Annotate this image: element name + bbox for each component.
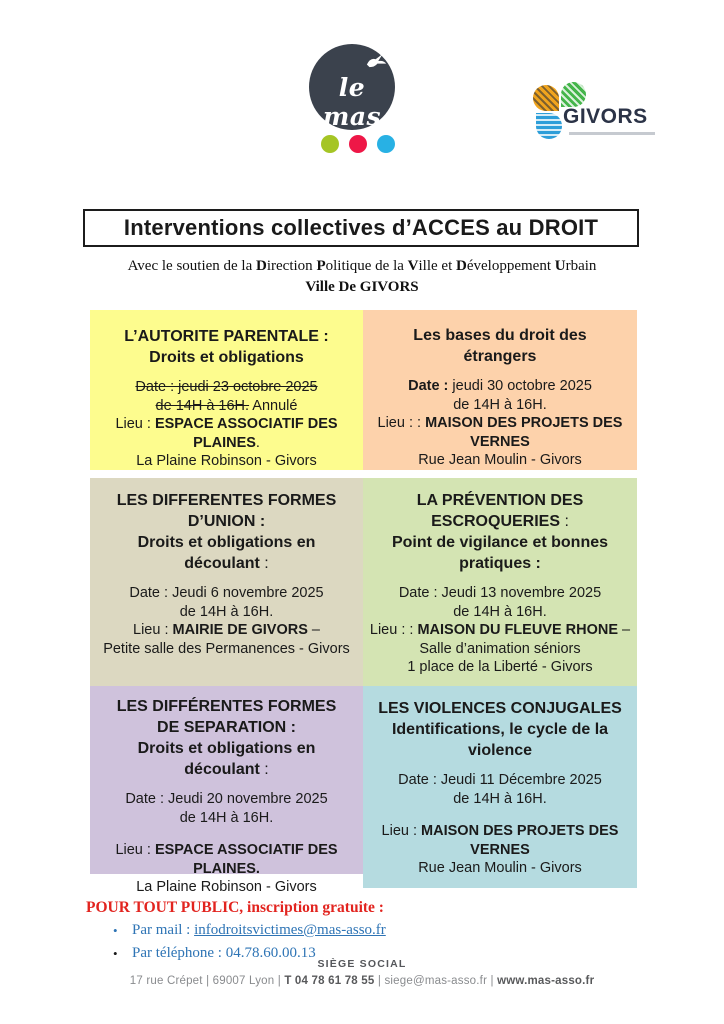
text-run: ille et xyxy=(418,258,457,274)
givors-logo-text: GIVORS xyxy=(563,105,648,128)
text-run: Date : Jeudi 20 novembre 2025 xyxy=(125,791,328,807)
card-text-line xyxy=(369,771,631,790)
card-text-line xyxy=(369,584,631,603)
text-run: Lieu : xyxy=(133,622,173,638)
text-run: – xyxy=(307,622,320,638)
text-run: de 14H à 16H. xyxy=(179,603,274,620)
event-card-prevention-escroqueries xyxy=(363,478,637,686)
text-run: : xyxy=(259,761,269,778)
text-run: | siege@mas-asso.fr | xyxy=(374,975,498,987)
text-run: 1 place de la Liberté - Givors xyxy=(407,659,593,675)
card-text-line xyxy=(369,377,631,396)
card-text-line xyxy=(96,621,357,640)
text-run: de 14H à 16H. xyxy=(453,603,547,620)
text-run: MAISON DU FLEUVE RHONE xyxy=(417,622,619,638)
card-title-line xyxy=(96,717,357,738)
card-text-line xyxy=(96,640,357,659)
text-run: Salle d’animation séniors xyxy=(419,640,581,657)
main-title: Interventions collectives d’ACCES au DROIT xyxy=(83,209,639,247)
support-note xyxy=(0,256,724,298)
spacer xyxy=(369,367,631,377)
footer xyxy=(0,958,724,987)
card-text-line xyxy=(96,415,357,452)
text-run: Date : xyxy=(408,378,449,394)
card-text-line xyxy=(369,414,631,433)
card-title-line xyxy=(369,553,631,574)
registration-heading xyxy=(86,897,586,919)
lemas-logo xyxy=(309,44,395,130)
text-run: olitique de la xyxy=(325,258,408,274)
card-title-line xyxy=(96,759,357,780)
event-card-violences-conjugales xyxy=(363,686,637,888)
event-card-autorite-parentale xyxy=(90,310,363,470)
spacer xyxy=(96,574,357,584)
text-run: www.mas-asso.fr xyxy=(497,975,595,987)
card-title-line xyxy=(96,347,357,368)
card-title-line xyxy=(96,553,357,574)
text-run: Droits et obligations xyxy=(149,349,304,366)
text-run: – xyxy=(618,622,631,638)
blue-dot-icon xyxy=(377,135,395,153)
text-run: Identifications, le cycle de la xyxy=(391,721,609,738)
card-text-line xyxy=(369,859,631,878)
text-run: de 14H à 16H. xyxy=(453,790,547,807)
text-run: T 04 78 61 78 55 xyxy=(284,975,375,987)
givors-leaf-yellow-icon xyxy=(533,85,559,111)
card-text-line xyxy=(369,396,631,415)
text-run: MAIRIE DE GIVORS xyxy=(172,622,308,638)
card-title-line xyxy=(369,740,631,761)
text-run: D xyxy=(256,258,267,274)
text-run: ESPACE ASSOCIATIF DES PLAINES. xyxy=(154,842,338,877)
text-run: étrangers xyxy=(463,348,537,365)
text-run: LES DIFFERENTES FORMES xyxy=(116,492,337,509)
bird-icon xyxy=(366,53,387,74)
card-text-line xyxy=(369,433,631,452)
text-run: ESPACE ASSOCIATIF DES PLAINES xyxy=(154,416,338,451)
registration-mail-item xyxy=(113,919,586,942)
lemas-logo-text: le mas xyxy=(322,73,382,131)
card-text-line xyxy=(96,378,357,397)
text-run: de 14H à 16H. xyxy=(179,809,274,826)
text-run: . xyxy=(255,434,260,451)
text-run: Date : Jeudi 11 Décembre 2025 xyxy=(398,772,602,788)
event-card-formes-de-separation xyxy=(90,686,363,895)
footer-heading: SIÈGE SOCIAL xyxy=(317,958,407,970)
text-run: Date : jeudi 23 octobre 2025 xyxy=(135,379,318,395)
card-title-line xyxy=(96,511,357,532)
text-run: Annulé xyxy=(249,397,298,414)
text-run: Petite salle des Permanences - Givors xyxy=(103,640,350,657)
text-run: Ville De GIVORS xyxy=(305,279,419,295)
card-title-line xyxy=(369,490,631,511)
text-run: Par mail : xyxy=(132,922,195,938)
card-text-line xyxy=(369,658,631,677)
text-run: de 14H à 16H. xyxy=(155,397,250,414)
text-run: Date : Jeudi 6 novembre 2025 xyxy=(129,585,324,601)
card-title-line xyxy=(369,719,631,740)
card-title-line xyxy=(96,532,357,553)
text-run: pratiques : xyxy=(459,555,541,572)
text-run: L’AUTORITE PARENTALE : xyxy=(124,328,329,345)
email-link[interactable]: infodroitsvictimes@mas-asso.fr xyxy=(194,922,386,938)
registration-mail-text xyxy=(132,919,386,942)
text-run: découlant xyxy=(184,555,260,572)
card-title-line xyxy=(96,696,357,717)
card-text-line xyxy=(369,790,631,809)
text-run: jeudi 30 octobre 2025 xyxy=(448,378,592,394)
card-title-line xyxy=(369,325,631,346)
card-text-line xyxy=(96,452,357,471)
card-text-line xyxy=(369,621,631,640)
text-run: de 14H à 16H. xyxy=(453,396,547,413)
text-run: Lieu : xyxy=(115,416,155,432)
card-text-line xyxy=(96,878,357,897)
subtitle-line xyxy=(0,256,724,277)
registration-section xyxy=(86,897,586,965)
card-text-line xyxy=(96,603,357,622)
text-run: 17 rue Crépet | 69007 Lyon | xyxy=(129,975,285,987)
text-run: MAISON DES PROJETS DES xyxy=(425,415,623,431)
text-run: Avec le soutien de la xyxy=(127,258,257,274)
text-run: découlant xyxy=(184,761,260,778)
card-text-line xyxy=(96,584,357,603)
text-run: Lieu : : xyxy=(369,622,418,638)
subtitle-line xyxy=(0,277,724,298)
text-run: LES DIFFÉRENTES FORMES xyxy=(116,698,337,715)
text-run: POUR TOUT PUBLIC, inscription gratuite : xyxy=(86,899,384,916)
text-run: VERNES xyxy=(470,433,530,450)
text-run: La Plaine Robinson - Givors xyxy=(136,453,317,469)
text-run: : xyxy=(560,513,569,530)
footer-address-line xyxy=(0,975,724,987)
text-run: D’UNION : xyxy=(187,513,266,530)
card-title-line xyxy=(96,738,357,759)
text-run: LES VIOLENCES CONJUGALES xyxy=(378,700,622,717)
card-text-line xyxy=(369,640,631,659)
text-run: LA PRÉVENTION DES xyxy=(416,492,584,509)
red-dot-icon xyxy=(349,135,367,153)
spacer xyxy=(96,827,357,841)
text-run: : xyxy=(259,555,269,572)
text-run: Lieu : xyxy=(115,842,155,858)
text-run: MAISON DES PROJETS DES VERNES xyxy=(421,823,619,858)
text-run: Les bases du droit des xyxy=(413,327,587,344)
spacer xyxy=(96,368,357,378)
spacer xyxy=(369,808,631,822)
bullet-icon: • xyxy=(113,946,118,961)
card-text-line xyxy=(369,822,631,859)
givors-leaf-green-icon xyxy=(561,82,586,107)
spacer xyxy=(96,780,357,790)
event-card-formes-d-union xyxy=(90,478,363,686)
card-text-line xyxy=(96,841,357,878)
card-text-line xyxy=(369,451,631,470)
card-title-line xyxy=(369,532,631,553)
spacer xyxy=(369,761,631,771)
event-card-droit-des-etrangers xyxy=(363,310,637,470)
text-run: DE SEPARATION : xyxy=(157,719,296,736)
text-run: Lieu : : xyxy=(377,415,426,431)
text-run: Rue Jean Moulin - Givors xyxy=(418,452,582,468)
givors-leaf-blue-icon xyxy=(536,113,562,139)
card-text-line xyxy=(96,790,357,809)
card-text-line xyxy=(96,809,357,828)
bullet-icon: • xyxy=(113,923,118,938)
card-title-line xyxy=(369,511,631,532)
text-run: U xyxy=(554,258,566,274)
text-run: rbain xyxy=(565,258,597,274)
text-run: éveloppement xyxy=(466,258,555,274)
text-run: Date : Jeudi 13 novembre 2025 xyxy=(398,585,602,601)
card-title-line xyxy=(96,326,357,347)
givors-tagline xyxy=(569,132,655,135)
spacer xyxy=(369,574,631,584)
text-run: ESCROQUERIES xyxy=(431,513,561,530)
text-run: Droits et obligations en xyxy=(137,534,316,551)
givors-logo xyxy=(529,82,669,144)
lemas-brand-dots xyxy=(321,135,395,153)
text-run: violence xyxy=(467,742,533,759)
card-title-line xyxy=(96,490,357,511)
text-run: Lieu : xyxy=(381,823,422,839)
text-run: V xyxy=(407,258,419,274)
text-run: Par téléphone : 04.78.60.00.13 xyxy=(132,945,316,961)
card-title-line xyxy=(369,346,631,367)
green-dot-icon xyxy=(321,135,339,153)
card-text-line xyxy=(369,603,631,622)
text-run: Point de vigilance et bonnes xyxy=(391,534,609,551)
text-run: La Plaine Robinson - Givors xyxy=(136,879,317,895)
text-run: irection xyxy=(266,258,317,274)
text-run: D xyxy=(456,258,467,274)
text-run: Rue Jean Moulin - Givors xyxy=(418,860,582,876)
card-text-line xyxy=(96,397,357,416)
text-run: Droits et obligations en xyxy=(137,740,316,757)
text-run: P xyxy=(316,258,326,274)
events-grid xyxy=(90,310,637,895)
card-title-line xyxy=(369,698,631,719)
